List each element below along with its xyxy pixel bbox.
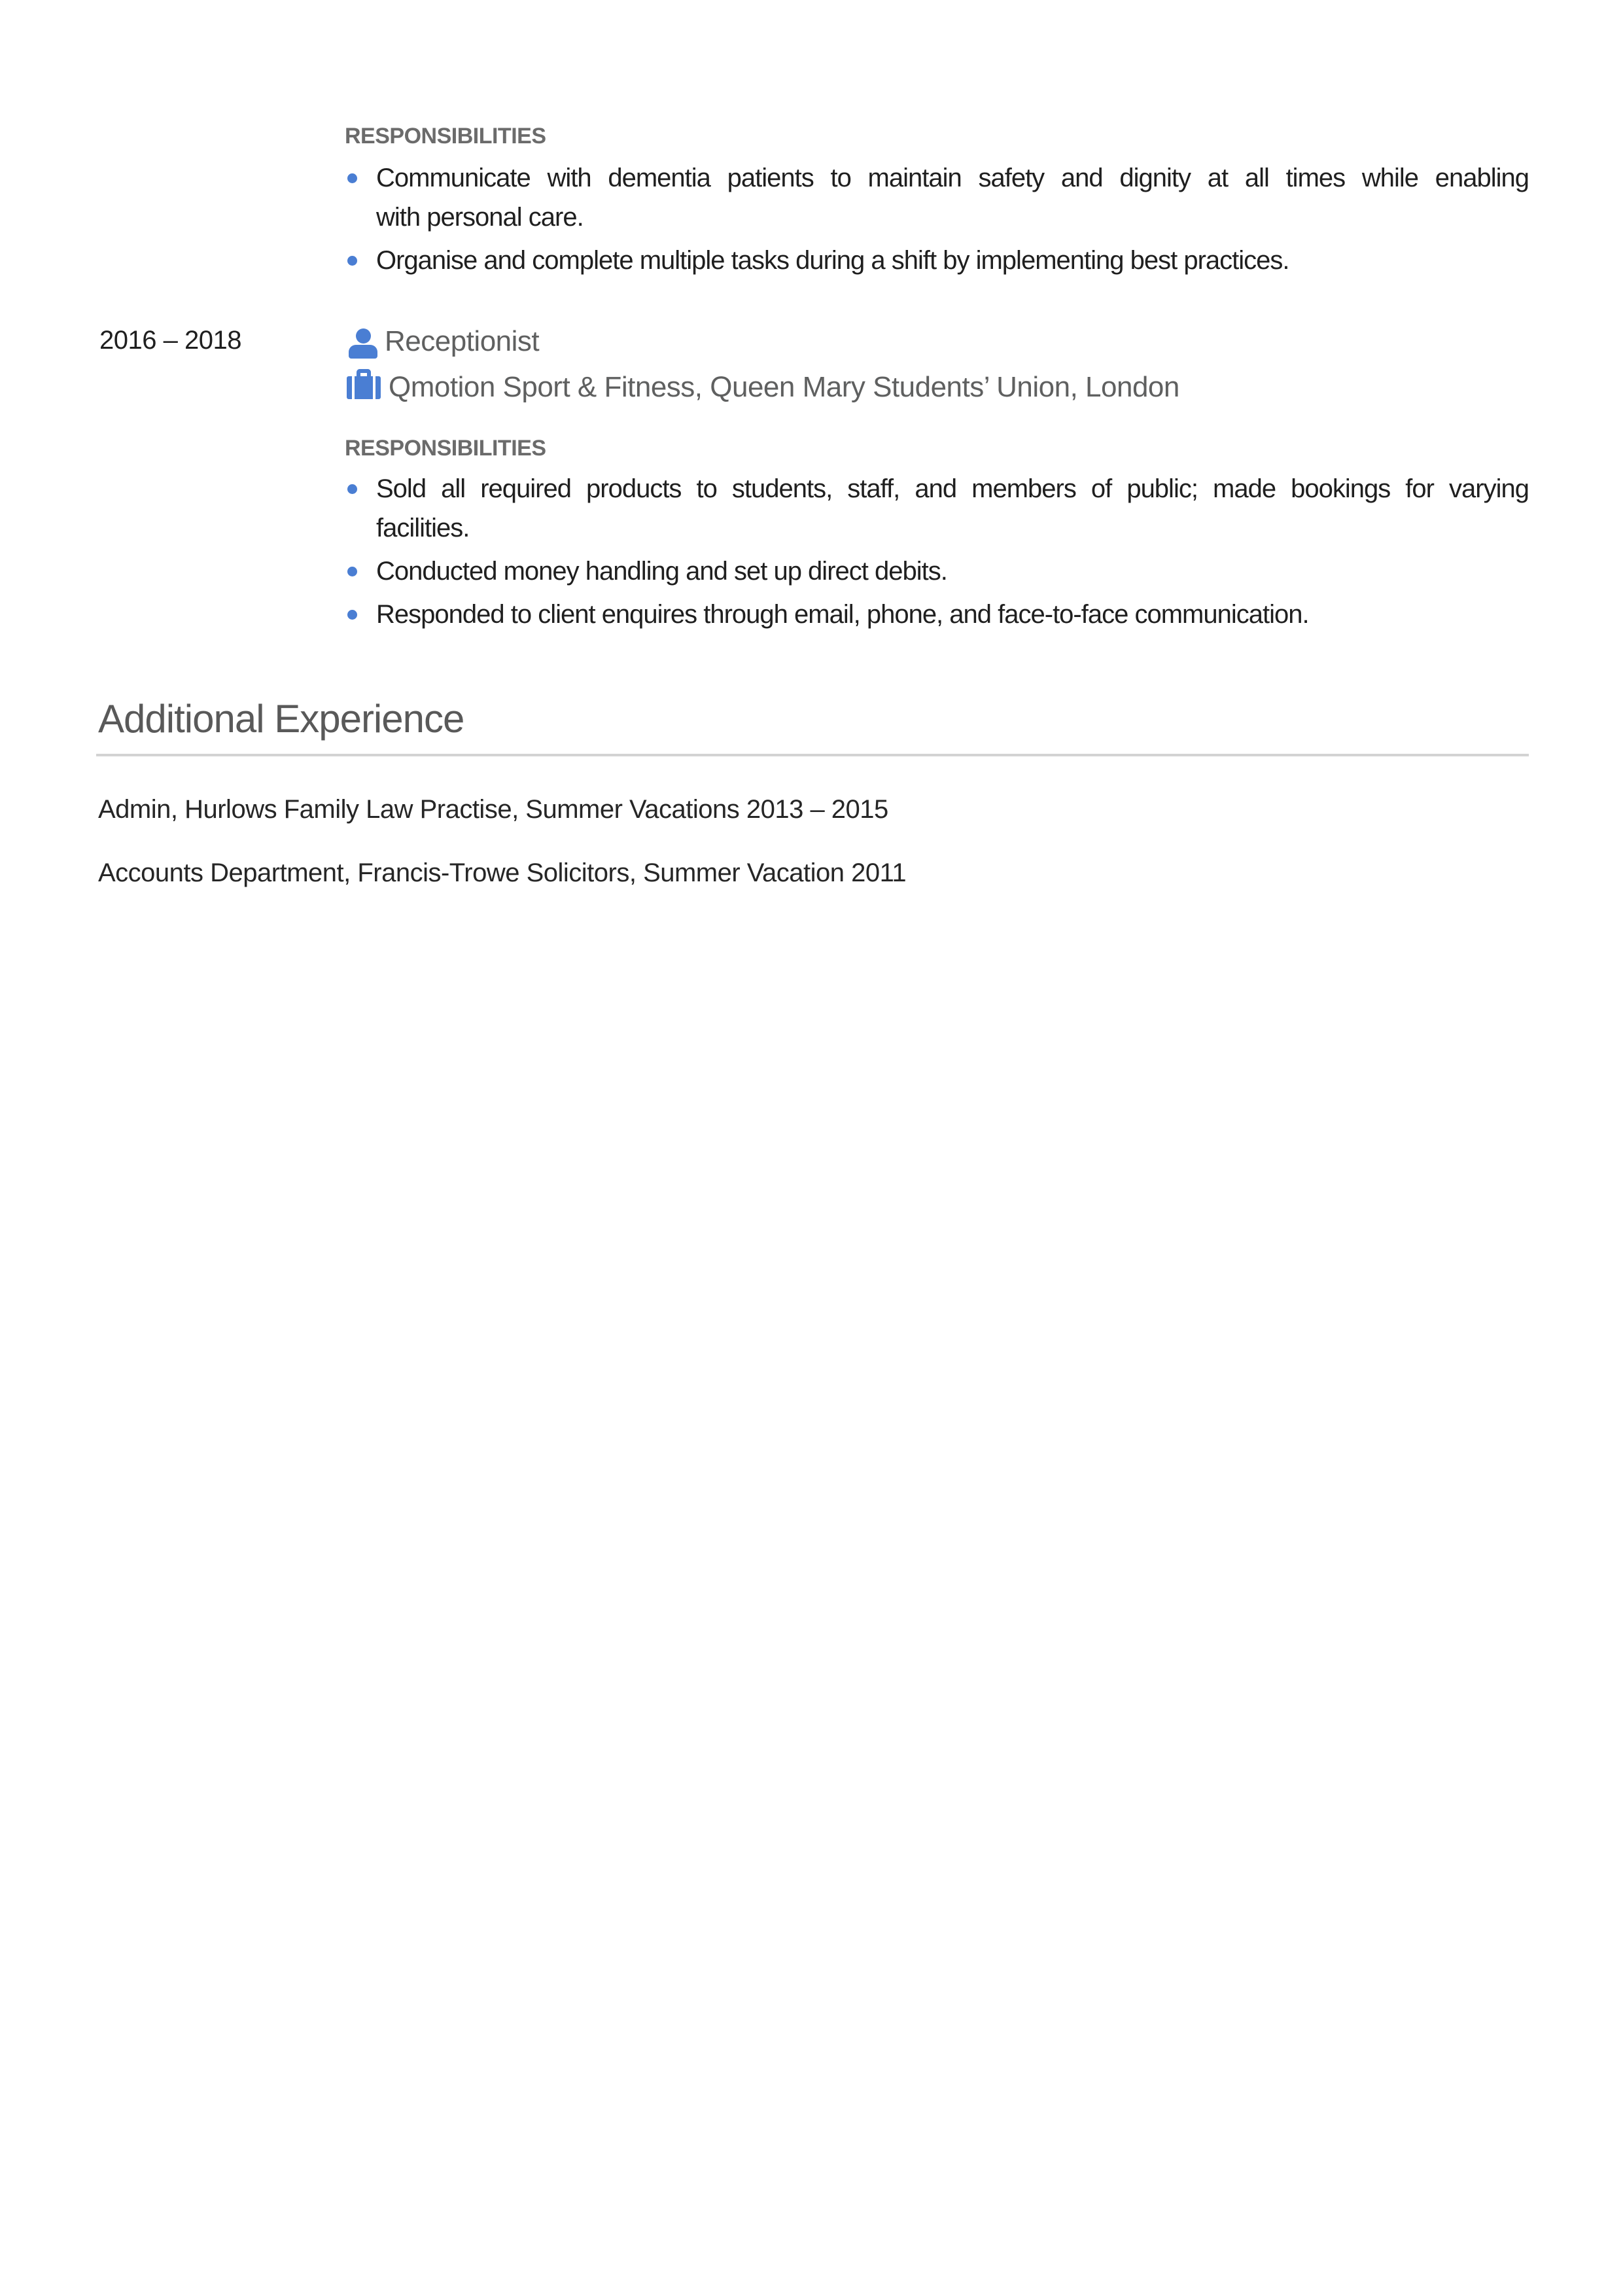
person-icon-head <box>356 328 371 344</box>
bullet-item <box>345 552 1529 591</box>
bullet-line: Sold all required products to students, staff, and members of public; made bookings for varying <box>376 474 1529 503</box>
bullet-line: with personal care. <box>376 203 584 232</box>
person-icon <box>349 328 377 359</box>
bullet-line: Communicate with dementia patients to maintain safety and dignity at all times while enabling <box>376 164 1529 192</box>
person-icon-torso <box>349 345 377 359</box>
job-title: Receptionist <box>385 325 540 357</box>
employer: Qmotion Sport & Fitness, Queen Mary Students’ Union, London <box>389 371 1179 403</box>
responsibilities-bullet-list <box>345 469 1529 638</box>
responsibilities-heading: RESPONSIBILITIES <box>345 124 546 149</box>
bullet-item <box>345 469 1529 548</box>
additional-experience-item: Accounts Department, Francis-Trowe Solicitors, Summer Vacation 2011 <box>98 858 907 887</box>
additional-experience-item: Admin, Hurlows Family Law Practise, Summer Vacations 2013 – 2015 <box>98 795 888 824</box>
bullet-line: Conducted money handling and set up direct debits. <box>376 557 947 586</box>
additional-experience-heading: Additional Experience <box>98 697 464 741</box>
bullet-dot-icon <box>347 173 357 183</box>
bullet-dot-icon <box>347 256 357 266</box>
bullet-line: Organise and complete multiple tasks during a shift by implementing best practices. <box>376 246 1289 275</box>
briefcase-icon-slit <box>352 376 355 399</box>
bullet-line: facilities. <box>376 514 470 542</box>
responsibilities-heading: RESPONSIBILITIES <box>345 436 546 461</box>
briefcase-icon <box>347 369 381 399</box>
bullet-item <box>345 595 1529 634</box>
bullet-dot-icon <box>347 567 357 576</box>
responsibilities-bullet-list <box>345 158 1529 284</box>
bullet-dot-icon <box>347 610 357 620</box>
bullet-item <box>345 158 1529 237</box>
bullet-line: Responded to client enquires through email, phone, and face-to-face communication. <box>376 600 1309 629</box>
bullet-item <box>345 241 1529 280</box>
date-range: 2016 – 2018 <box>99 326 241 355</box>
briefcase-icon-slit <box>373 376 375 399</box>
section-divider <box>96 754 1529 756</box>
bullet-dot-icon <box>347 484 357 494</box>
